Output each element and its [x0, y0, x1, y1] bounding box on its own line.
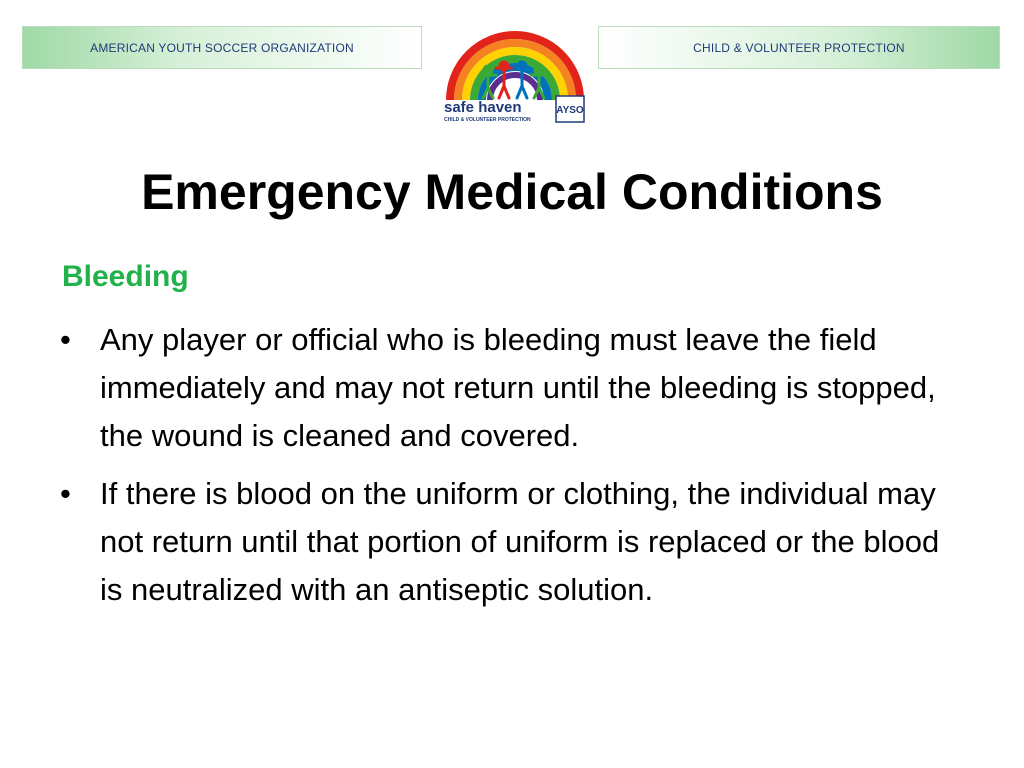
bullet-text: Any player or official who is bleeding must leave the field immediately and may not return until the bleeding is stopped, the wound is cleaned and covered.	[100, 322, 936, 453]
bullet-marker: •	[60, 476, 71, 511]
aysoorg-banner	[22, 26, 422, 69]
bullet-item	[60, 316, 960, 460]
child-volunteer-banner	[598, 26, 1000, 69]
section-heading: Bleeding	[62, 260, 189, 293]
bullet-text: If there is blood on the uniform or clothing, the individual may not return until that portion of uniform is replaced or the blood is neutralized with an antiseptic solution.	[100, 476, 940, 607]
ayso-mark: AYSO	[556, 105, 584, 116]
bullet-marker: •	[60, 322, 71, 357]
logo-main-text: safe haven	[444, 99, 522, 116]
logo-tagline: CHILD & VOLUNTEER PROTECTION	[444, 117, 531, 123]
bullet-item	[60, 470, 960, 614]
bullet-list	[60, 316, 960, 624]
safe-haven-logo	[440, 20, 590, 125]
slide-title: Emergency Medical Conditions	[141, 164, 883, 220]
aysoorg-banner-text: AMERICAN YOUTH SOCCER ORGANIZATION	[90, 40, 354, 55]
child-volunteer-banner-text: CHILD & VOLUNTEER PROTECTION	[693, 40, 905, 55]
